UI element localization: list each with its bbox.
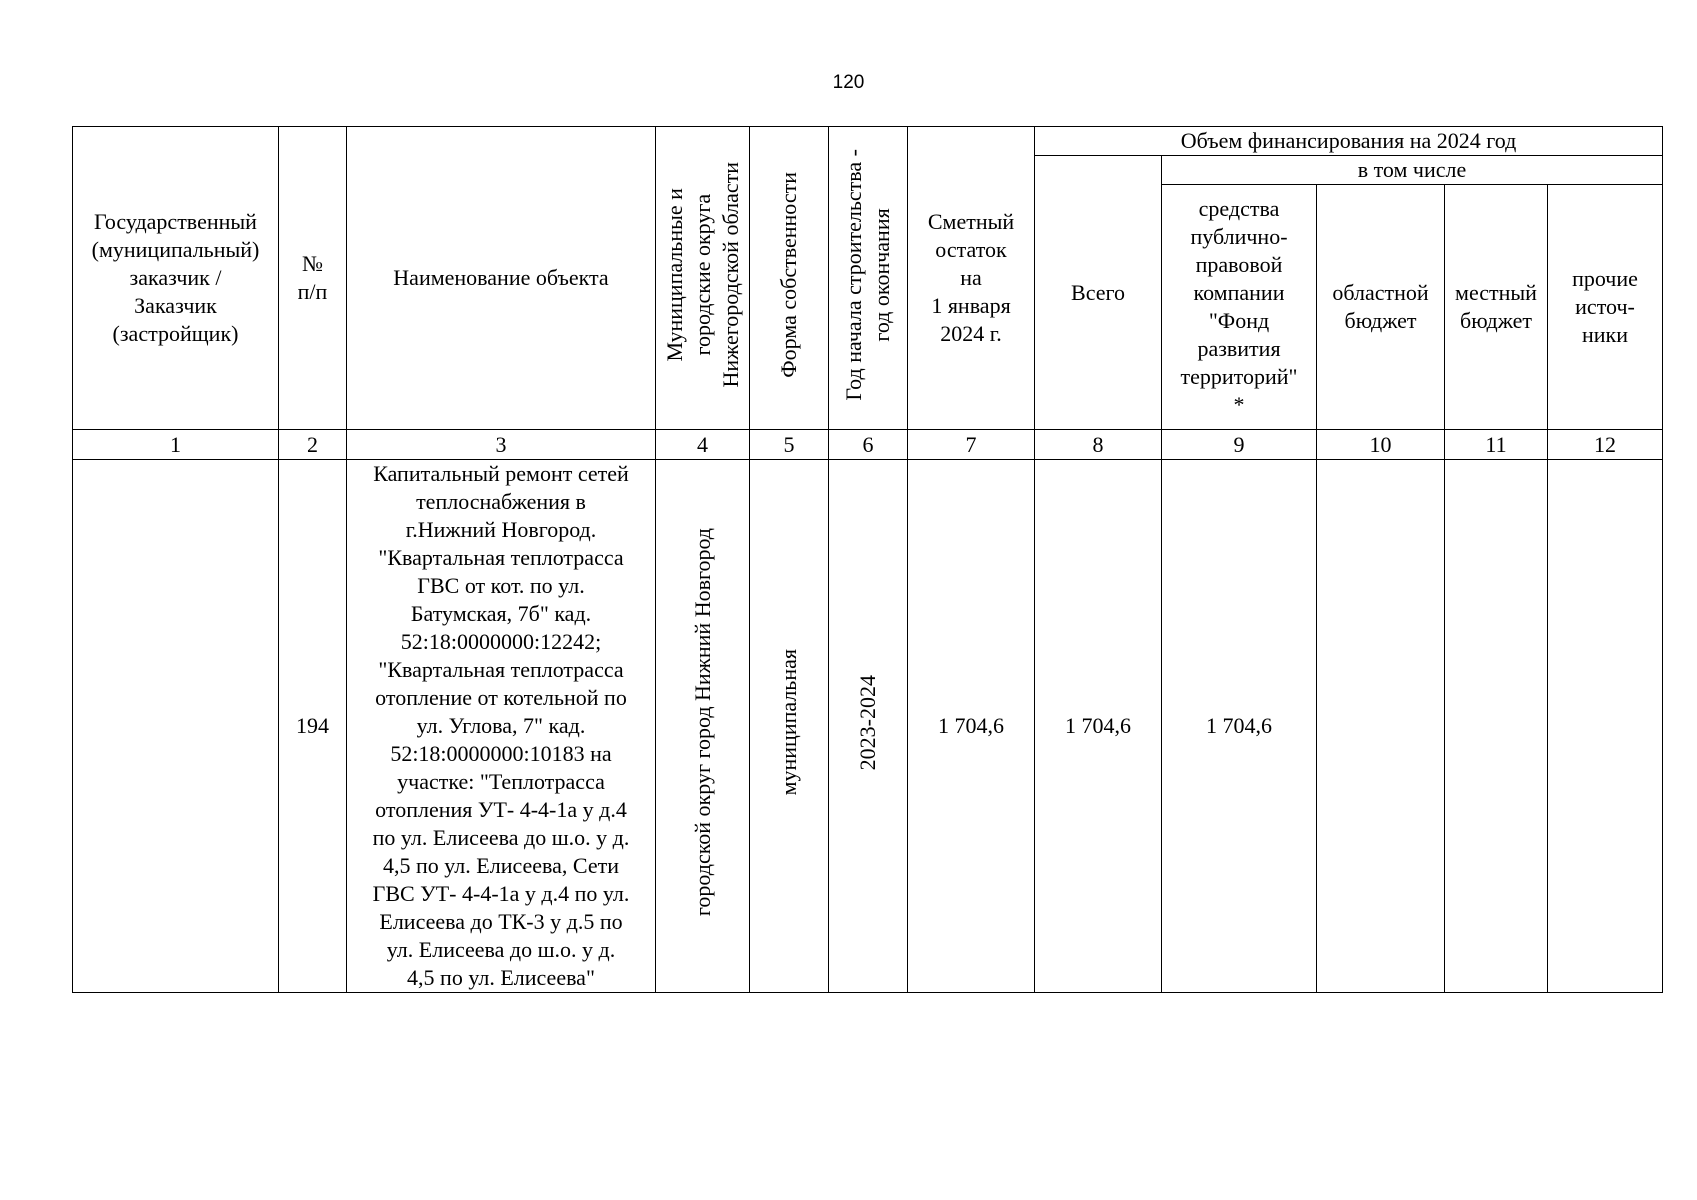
column-number: 12 xyxy=(1548,430,1663,460)
header-funding-group: Объем финансирования на 2024 год xyxy=(1035,127,1663,156)
page-number: 120 xyxy=(832,72,865,93)
column-number: 11 xyxy=(1445,430,1548,460)
years-text: 2023-2024 xyxy=(855,674,880,771)
header-municipality-line-3: Нижегородской области xyxy=(717,161,743,388)
cell-estimate-balance: 1 704,6 xyxy=(908,460,1035,993)
cell-object-name xyxy=(347,460,656,993)
header-ownership-text: Форма собственности xyxy=(776,171,801,378)
header-including: в том числе xyxy=(1162,156,1663,185)
cell-customer xyxy=(73,460,279,993)
column-number: 4 xyxy=(656,430,750,460)
column-number: 8 xyxy=(1035,430,1162,460)
column-number: 7 xyxy=(908,430,1035,460)
header-customer: Государственный (муниципальный) заказчик / Заказчик (застройщик) xyxy=(73,127,279,430)
ownership-text: муниципальная xyxy=(776,649,801,796)
cell-total: 1 704,6 xyxy=(1035,460,1162,993)
cell-local xyxy=(1445,460,1548,993)
column-number: 9 xyxy=(1162,430,1317,460)
header-municipality xyxy=(656,127,750,430)
column-number: 3 xyxy=(347,430,656,460)
cell-other xyxy=(1548,460,1663,993)
municipality-text: городской округ город Нижний Новгород xyxy=(689,528,715,917)
header-row-1 xyxy=(73,127,1663,156)
cell-years xyxy=(829,460,908,993)
header-years xyxy=(829,127,908,430)
header-total: Всего xyxy=(1035,156,1162,430)
object-name-text: Капитальный ремонт сетей теплоснабжения в г.Нижний Новгород. "Квартальная теплотрасса ГВС от кот. по ул. Батумская, 7б" кад. 52:18:0000000:12242; "Квартальная теплотрасса отопление от котельной по ул. Углова, 7" кад. 52:18:0000000:10183 на участке: "Теплотрасса отопления УТ- 4-4-1а у д.4 по ул. Елисеева до ш.о. у д. 4,5 по ул. Елисеева, Сети ГВС УТ- 4-4-1а у д.4 по ул. Елисеева до ТК-3 у д.5 по ул. Елисеева до ш.о. у д. 4,5 по ул. Елисеева" xyxy=(372,461,630,990)
cell-ownership xyxy=(750,460,829,993)
header-municipality-line-1: Муниципальные и xyxy=(661,187,687,362)
financing-table xyxy=(72,126,1663,993)
column-number: 6 xyxy=(829,430,908,460)
header-fund: средства публично- правовой компании "Фонд развития территорий" * xyxy=(1162,185,1317,430)
header-ownership xyxy=(750,127,829,430)
cell-number: 194 xyxy=(279,460,347,993)
column-number: 1 xyxy=(73,430,279,460)
cell-regional xyxy=(1317,460,1445,993)
column-number: 10 xyxy=(1317,430,1445,460)
header-estimate-balance: Сметный остаток на 1 января 2024 г. xyxy=(908,127,1035,430)
header-years-line-2: год окончания xyxy=(869,207,894,342)
header-regional: областной бюджет xyxy=(1317,185,1445,430)
header-municipality-line-2: городские округа xyxy=(689,193,715,356)
cell-fund: 1 704,6 xyxy=(1162,460,1317,993)
header-years-line-1: Год начала строительства - xyxy=(841,148,866,401)
column-number-row xyxy=(73,430,1663,460)
column-number: 5 xyxy=(750,430,829,460)
header-other: прочие источ- ники xyxy=(1548,185,1663,430)
table-row xyxy=(73,460,1663,993)
header-number: № п/п xyxy=(279,127,347,430)
cell-municipality xyxy=(656,460,750,993)
header-object-name: Наименование объекта xyxy=(347,127,656,430)
header-local: местный бюджет xyxy=(1445,185,1548,430)
column-number: 2 xyxy=(279,430,347,460)
